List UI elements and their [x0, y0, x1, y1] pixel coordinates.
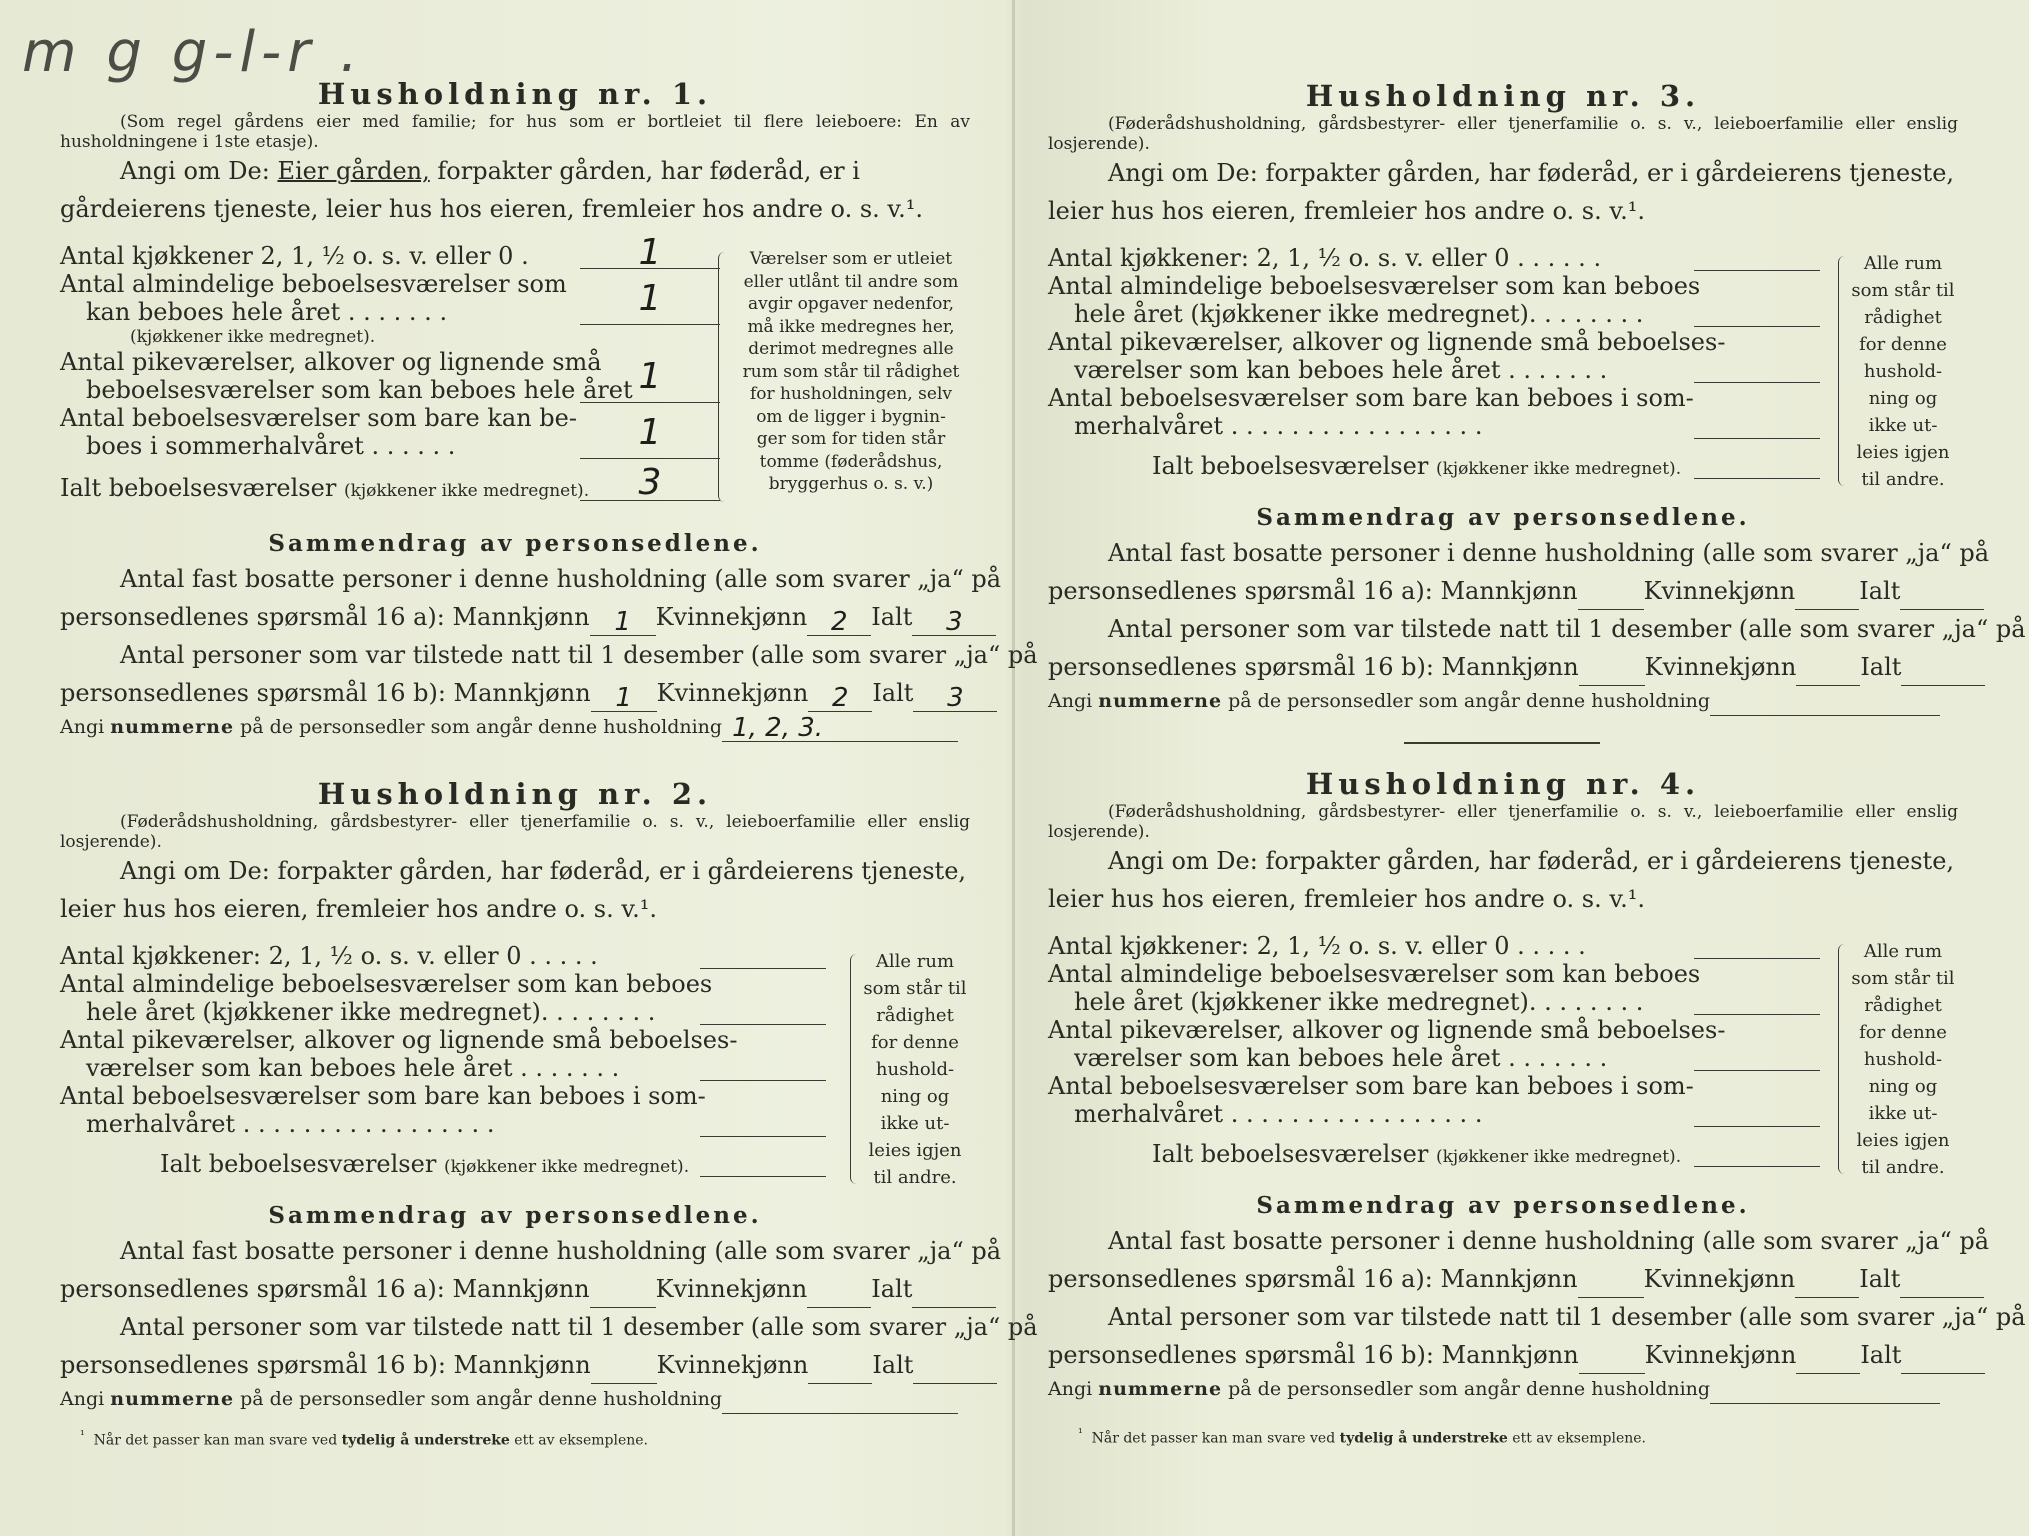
- row-pike-1: Antal pikeværelser, alkover og lignende små beboelses-: [60, 1026, 738, 1054]
- pike-value: 1: [638, 356, 662, 397]
- summary-title: Sammendrag av personsedlene.: [1256, 1192, 1750, 1219]
- row-sommer-2: merhalvåret . . . . . . . . . . . . . . . . .: [1048, 412, 1694, 440]
- side-note-bracket: [718, 252, 731, 502]
- angi-om-de: Angi om De: forpakter gården, har føderåd, er i gårdeierens tjeneste, leier hus hos eieren, fremleier hos andre o. s. v.¹.: [1048, 159, 1955, 225]
- summary-title: Sammendrag av personsedlene.: [1256, 504, 1750, 531]
- row-sommer-1: Antal beboelsesværelser som bare kan be-: [60, 404, 577, 432]
- handwritten-margin-note: m g g-l-r .: [22, 20, 364, 85]
- pike-field[interactable]: [1694, 1044, 1820, 1071]
- summary-2: [60, 1200, 1038, 1414]
- household-subtitle: (Føderådshusholdning, gårdsbestyrer- eller tjenerfamilie o. s. v., leieboerfamilie eller enslig losjerende).: [1048, 802, 1958, 842]
- angi-om-de: Angi om De: forpakter gården, har føderåd, er i gårdeierens tjeneste, leier hus hos eieren, fremleier hos andre o. s. v.¹.: [1048, 847, 1955, 913]
- row-kjokkener: Antal kjøkkener: 2, 1, ½ o. s. v. eller 0 . . . . .: [1048, 932, 1694, 960]
- row-ialt: Ialt beboelsesværelser (kjøkkener ikke medregnet). 3: [60, 474, 720, 502]
- angi-om-de: Angi om De: forpakter gården, har føderåd, er i gårdeierens tjeneste, leier hus hos eieren, fremleier hos andre o. s. v.¹.: [60, 857, 967, 923]
- left-page: [60, 0, 1038, 1536]
- fast-ialt-field[interactable]: [912, 1281, 996, 1308]
- fast-kvinne-field[interactable]: [1795, 583, 1859, 610]
- row-sommer-1: Antal beboelsesværelser som bare kan beboes i som-: [1048, 384, 1694, 412]
- footnote: $^{^1}$ Når det passer kan man svare ved tydelig å understreke ett av eksemplene.: [1078, 1426, 1646, 1447]
- tilstede-line-1: Antal personer som var tilstede natt til 1 desember (alle som svarer „ja“ på: [1108, 615, 2026, 643]
- household-3: [1048, 78, 2026, 712]
- row-sommer-1: Antal beboelsesværelser som bare kan beboes i som-: [1048, 1072, 1694, 1100]
- nummerne-line: Angi nummerne på de personsedler som angår denne husholdning: [1048, 1374, 1958, 1404]
- fast-kvinne-field[interactable]: 2: [807, 609, 871, 636]
- summary-4: [1048, 1190, 2026, 1404]
- ialt-field[interactable]: [1694, 1140, 1820, 1167]
- pike-field[interactable]: [700, 1054, 826, 1081]
- row-pike-1: Antal pikeværelser, alkover og lignende små beboelses-: [1048, 328, 1726, 356]
- tilstede-line-2: personsedlenes spørsmål 16 b): Mannkjønn Kvinnekjønn Ialt: [60, 1346, 970, 1384]
- room-counts: [1048, 932, 1726, 1168]
- row-ialt: Ialt beboelsesværelser (kjøkkener ikke medregnet).: [1048, 1140, 1694, 1168]
- tilstede-ialt-field[interactable]: [1901, 1347, 1985, 1374]
- pike-field[interactable]: [1694, 356, 1820, 383]
- tilstede-ialt-field[interactable]: [1901, 659, 1985, 686]
- household-subtitle: (Føderådshusholdning, gårdsbestyrer- eller tjenerfamilie o. s. v., leieboerfamilie eller enslig losjerende).: [60, 812, 970, 852]
- kjokkener-field[interactable]: [1694, 244, 1820, 271]
- kjokkener-value: 1: [638, 232, 662, 273]
- tilstede-line-1: Antal personer som var tilstede natt til 1 desember (alle som svarer „ja“ på: [120, 1313, 1038, 1341]
- row-almindelige-2: hele året (kjøkkener ikke medregnet). . . . . . . .: [1048, 988, 1694, 1016]
- room-counts: [60, 942, 738, 1178]
- fast-line-1: Antal fast bosatte personer i denne husholdning (alle som svarer „ja“ på: [1108, 539, 1990, 567]
- row-pike-2: beboelsesværelser som kan beboes hele året 1: [60, 376, 720, 404]
- row-almindelige-3: (kjøkkener ikke medregnet).: [130, 327, 376, 347]
- tilstede-kvinne-field[interactable]: 2: [808, 685, 872, 712]
- side-note: Alle rum som står til rådighet for denne hushold- ning og ikke ut- leies igjen til andre.: [863, 951, 967, 1188]
- angi-om-de: Angi om De: Eier gården, forpakter gården, har føderåd, er i gårdeierens tjeneste, leier hus hos eieren, fremleier hos andre o. s. v.¹.: [60, 157, 923, 223]
- fast-ialt-field[interactable]: 3: [912, 609, 996, 636]
- fast-kvinne-field[interactable]: [1795, 1271, 1859, 1298]
- tilstede-kvinne-field[interactable]: [808, 1357, 872, 1384]
- almindelige-field[interactable]: [1694, 988, 1820, 1015]
- tilstede-mann-field[interactable]: [1579, 1347, 1645, 1374]
- row-pike-1: Antal pikeværelser, alkover og lignende små: [60, 348, 602, 376]
- row-pike-2: værelser som kan beboes hele året . . . . . . .: [1048, 1044, 1694, 1072]
- ialt-field[interactable]: [1694, 452, 1820, 479]
- room-counts: [60, 232, 720, 503]
- summary-3: [1048, 502, 2026, 716]
- fast-line-2: personsedlenes spørsmål 16 a): Mannkjønn 1 Kvinnekjønn 2 Ialt 3: [60, 598, 970, 636]
- tilstede-line-2: personsedlenes spørsmål 16 b): Mannkjønn Kvinnekjønn Ialt: [1048, 648, 1958, 686]
- almindelige-value: 1: [638, 278, 662, 319]
- fast-mann-field[interactable]: [1578, 1271, 1644, 1298]
- row-pike-2: værelser som kan beboes hele året . . . . . . .: [1048, 356, 1694, 384]
- almindelige-field[interactable]: [700, 998, 826, 1025]
- household-title: Husholdning nr. 2.: [317, 777, 713, 811]
- page-fold: [1012, 0, 1015, 1536]
- fast-mann-field[interactable]: 1: [590, 609, 656, 636]
- fast-line-2: personsedlenes spørsmål 16 a): Mannkjønn Kvinnekjønn Ialt: [60, 1270, 970, 1308]
- sommer-field[interactable]: [700, 1110, 826, 1137]
- row-ialt: Ialt beboelsesværelser (kjøkkener ikke medregnet).: [60, 1150, 706, 1178]
- nummerne-field[interactable]: [722, 1389, 958, 1414]
- section-divider: [1404, 742, 1600, 744]
- row-almindelige-1: Antal almindelige beboelsesværelser som kan beboes: [1048, 960, 1701, 988]
- tilstede-line-2: personsedlenes spørsmål 16 b): Mannkjønn 1 Kvinnekjønn 2 Ialt 3: [60, 674, 970, 712]
- household-4: [1048, 766, 2026, 1400]
- row-almindelige-2: kan beboes hele året . . . . . . . 1: [60, 298, 720, 326]
- row-sommer-2: boes i sommerhalvåret . . . . . . 1: [60, 432, 720, 460]
- household-2: [60, 776, 1038, 1410]
- tilstede-kvinne-field[interactable]: [1796, 659, 1860, 686]
- summary-title: Sammendrag av personsedlene.: [268, 1202, 762, 1229]
- ialt-field[interactable]: [700, 1150, 826, 1177]
- nummerne-field[interactable]: 1, 2, 3.: [722, 717, 958, 742]
- row-sommer-2: merhalvåret . . . . . . . . . . . . . . . . .: [60, 1110, 706, 1138]
- household-title: Husholdning nr. 3.: [1305, 79, 1701, 113]
- tilstede-line-2: personsedlenes spørsmål 16 b): Mannkjønn Kvinnekjønn Ialt: [1048, 1336, 1958, 1374]
- fast-ialt-field[interactable]: [1900, 1271, 1984, 1298]
- household-subtitle: (Føderådshusholdning, gårdsbestyrer- eller tjenerfamilie o. s. v., leieboerfamilie eller enslig losjerende).: [1048, 114, 1958, 154]
- row-sommer-2: merhalvåret . . . . . . . . . . . . . . . . .: [1048, 1100, 1694, 1128]
- household-subtitle: (Som regel gårdens eier med familie; for hus som er bortleiet til flere leieboere: En av husholdningene i 1ste etasje).: [60, 112, 970, 152]
- nummerne-line: Angi nummerne på de personsedler som angår denne husholdning 1, 2, 3.: [60, 712, 970, 742]
- tilstede-mann-field[interactable]: 1: [591, 685, 657, 712]
- tilstede-kvinne-field[interactable]: [1796, 1347, 1860, 1374]
- right-page: [1048, 0, 2026, 1536]
- row-almindelige-1: Antal almindelige beboelsesværelser som: [60, 270, 567, 298]
- sommer-field[interactable]: [1694, 412, 1820, 439]
- row-pike-2: værelser som kan beboes hele året . . . . . . .: [60, 1054, 706, 1082]
- nummerne-line: Angi nummerne på de personsedler som angår denne husholdning: [60, 1384, 970, 1414]
- household-title: Husholdning nr. 1.: [317, 77, 713, 111]
- fast-mann-field[interactable]: [1578, 583, 1644, 610]
- row-kjokkener: Antal kjøkkener: 2, 1, ½ o. s. v. eller 0 . . . . .: [60, 942, 706, 970]
- sommer-field[interactable]: [1694, 1100, 1820, 1127]
- ialt-value: 3: [638, 462, 662, 503]
- nummerne-field[interactable]: [1710, 1379, 1940, 1404]
- kjokkener-field[interactable]: [700, 942, 826, 969]
- tilstede-mann-field[interactable]: [591, 1357, 657, 1384]
- room-counts: [1048, 244, 1726, 480]
- row-almindelige-1: Antal almindelige beboelsesværelser som kan beboes: [60, 970, 713, 998]
- almindelige-field[interactable]: [1694, 300, 1820, 327]
- sommer-value: 1: [638, 412, 662, 453]
- side-note: Alle rum som står til rådighet for denne hushold- ning og ikke ut- leies igjen til andre.: [1851, 253, 1955, 490]
- fast-line-2: personsedlenes spørsmål 16 a): Mannkjønn Kvinnekjønn Ialt: [1048, 1260, 1958, 1298]
- row-kjokkener: Antal kjøkkener 2, 1, ½ o. s. v. eller 0 . 1: [60, 242, 720, 270]
- side-note: Værelser som er utleiet eller utlånt til andre som avgir opgaver nedenfor, må ikke medregnes her, derimot medregnes alle rum som står til rådighet for husholdningen, selv om de ligger i bygnin- ger som for tiden står tomme (føderådshus, bryggerhus o. s. v.): [742, 249, 960, 494]
- fast-mann-field[interactable]: [590, 1281, 656, 1308]
- footnote: $^{^1}$ Når det passer kan man svare ved tydelig å understreke ett av eksemplene.: [80, 1428, 648, 1449]
- side-note: Alle rum som står til rådighet for denne hushold- ning og ikke ut- leies igjen til andre.: [1851, 941, 1955, 1178]
- tilstede-ialt-field[interactable]: [913, 1357, 997, 1384]
- fast-line-1: Antal fast bosatte personer i denne husholdning (alle som svarer „ja“ på: [120, 565, 1002, 593]
- eier-option-underlined[interactable]: Eier gården,: [277, 157, 430, 185]
- fast-ialt-field[interactable]: [1900, 583, 1984, 610]
- row-kjokkener: Antal kjøkkener: 2, 1, ½ o. s. v. eller 0 . . . . . .: [1048, 244, 1694, 272]
- nummerne-field[interactable]: [1710, 691, 1940, 716]
- row-pike-1: Antal pikeværelser, alkover og lignende små beboelses-: [1048, 1016, 1726, 1044]
- row-sommer-1: Antal beboelsesværelser som bare kan beboes i som-: [60, 1082, 706, 1110]
- household-title: Husholdning nr. 4.: [1305, 767, 1701, 801]
- row-almindelige-1: Antal almindelige beboelsesværelser som kan beboes: [1048, 272, 1701, 300]
- fast-kvinne-field[interactable]: [807, 1281, 871, 1308]
- summary-1: [60, 528, 1038, 743]
- kjokkener-field[interactable]: [1694, 932, 1820, 959]
- fast-line-1: Antal fast bosatte personer i denne husholdning (alle som svarer „ja“ på: [1108, 1227, 1990, 1255]
- tilstede-line-1: Antal personer som var tilstede natt til 1 desember (alle som svarer „ja“ på: [1108, 1303, 2026, 1331]
- nummerne-line: Angi nummerne på de personsedler som angår denne husholdning: [1048, 686, 1958, 716]
- household-1: [60, 76, 1038, 743]
- fast-line-1: Antal fast bosatte personer i denne husholdning (alle som svarer „ja“ på: [120, 1237, 1002, 1265]
- tilstede-mann-field[interactable]: [1579, 659, 1645, 686]
- row-almindelige-2: hele året (kjøkkener ikke medregnet). . . . . . . .: [1048, 300, 1694, 328]
- summary-title: Sammendrag av personsedlene.: [268, 530, 762, 557]
- tilstede-line-1: Antal personer som var tilstede natt til 1 desember (alle som svarer „ja“ på: [120, 641, 1038, 669]
- row-ialt: Ialt beboelsesværelser (kjøkkener ikke medregnet).: [1048, 452, 1694, 480]
- tilstede-ialt-field[interactable]: 3: [913, 685, 997, 712]
- row-almindelige-2: hele året (kjøkkener ikke medregnet). . . . . . . .: [60, 998, 706, 1026]
- fast-line-2: personsedlenes spørsmål 16 a): Mannkjønn Kvinnekjønn Ialt: [1048, 572, 1958, 610]
